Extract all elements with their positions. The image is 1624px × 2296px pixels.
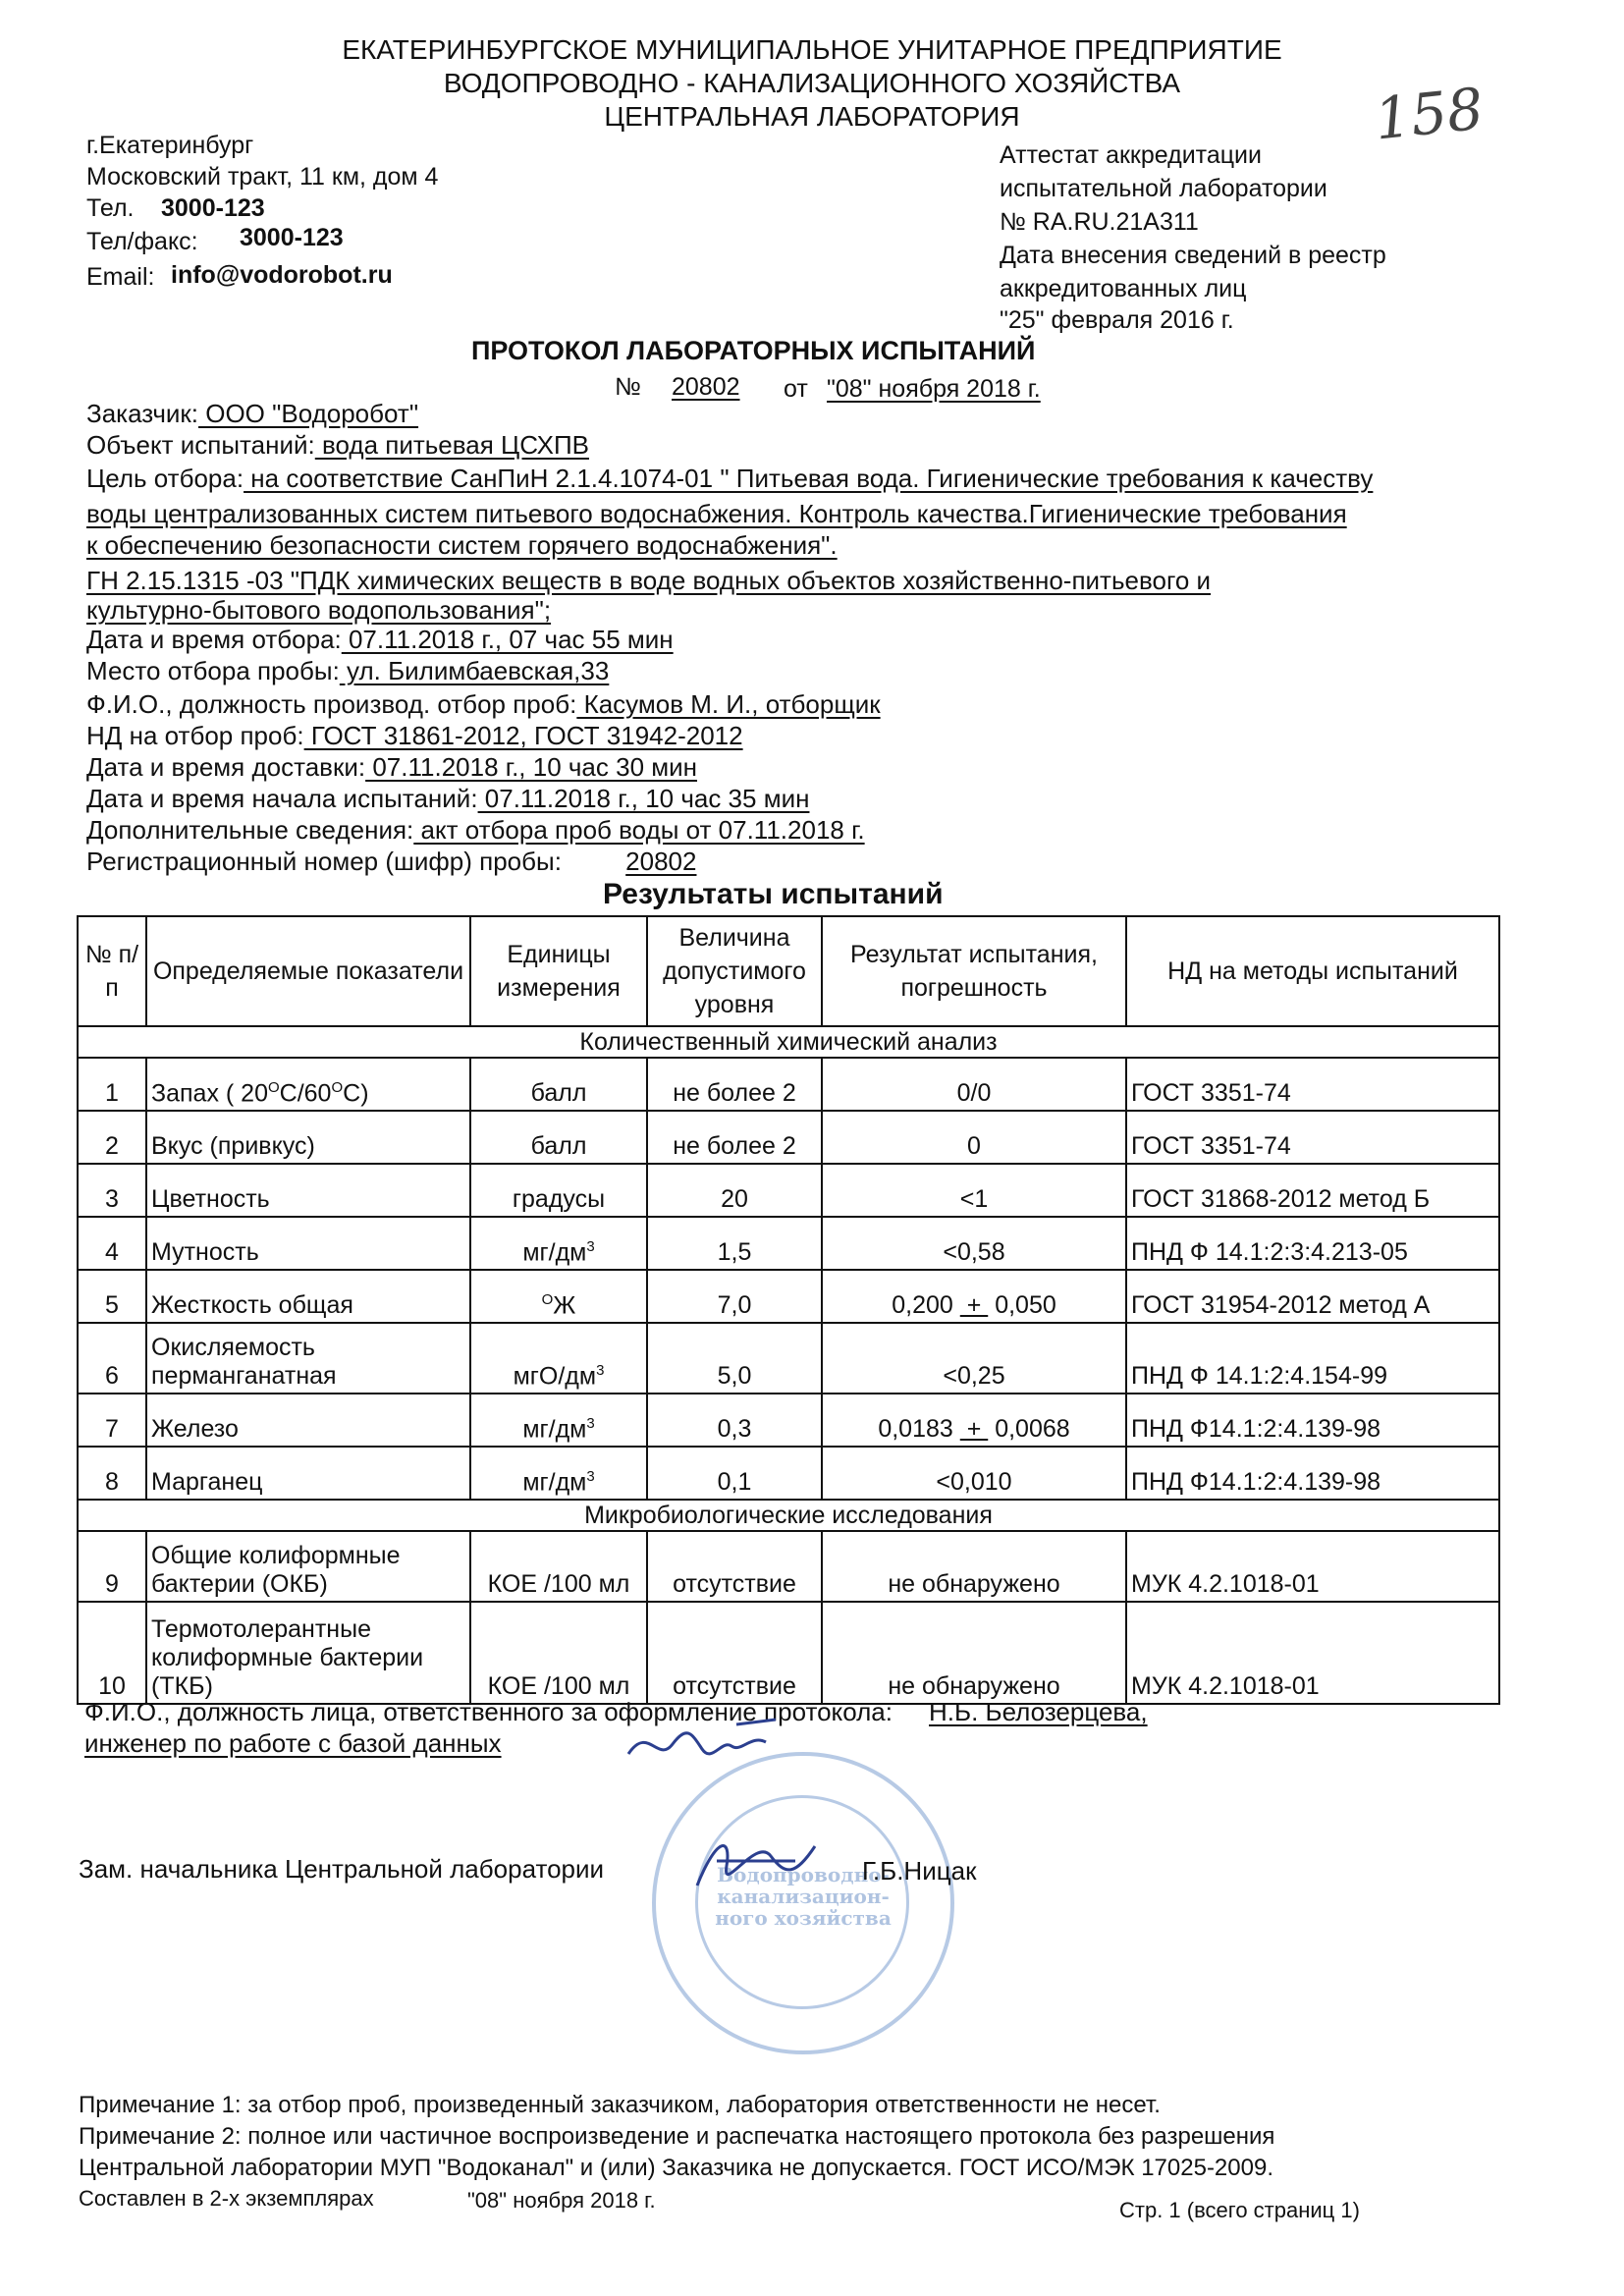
table-row (78, 1058, 1499, 1111)
row-result: <0,58 (822, 1217, 1126, 1270)
purpose-line5: культурно-бытового водопользования"; (86, 595, 552, 625)
row-result: <1 (822, 1164, 1126, 1217)
col-indicator-header: Определяемые показатели (146, 916, 470, 1026)
row-unit: градусы (470, 1164, 647, 1217)
sampling-datetime-value: 07.11.2018 г., 07 час 55 мин (341, 625, 674, 654)
section-microbiology: Микробиологические исследования (78, 1500, 1499, 1531)
sampler-label: Ф.И.О., должность производ. отбор проб: (86, 689, 577, 719)
extra-info-field (86, 815, 865, 846)
purpose-line3: к обеспечению безопасности систем горячего водоснабжения". (86, 530, 838, 560)
row-method: ПНД Ф 14.1:2:4.154-99 (1126, 1323, 1499, 1394)
row-result: 0,0183 + 0,0068 (822, 1394, 1126, 1447)
accreditation-date: "25" февраля 2016 г. (1000, 306, 1234, 334)
responsible-name: Н.Б. Белозерцева, (929, 1697, 1148, 1726)
row-method: ПНД Ф 14.1:2:3:4.213-05 (1126, 1217, 1499, 1270)
row-limit: 0,3 (647, 1394, 822, 1447)
org-name-line1: ЕКАТЕРИНБУРГСКОЕ МУНИЦИПАЛЬНОЕ УНИТАРНОЕ ПРЕДПРИЯТИЕ (342, 34, 1282, 65)
row-unit: балл (470, 1111, 647, 1164)
object-field (86, 430, 589, 461)
row-unit: КОЕ /100 мл (470, 1602, 647, 1704)
row-method: ПНД Ф14.1:2:4.139-98 (1126, 1447, 1499, 1500)
row-number: 3 (78, 1164, 146, 1217)
row-indicator: Термотолерантные колиформные бактерии (ТКБ) (146, 1602, 470, 1704)
purpose-label: Цель отбора: (86, 464, 244, 493)
table-row (78, 1111, 1499, 1164)
row-method: ГОСТ 31868-2012 метод Б (1126, 1164, 1499, 1217)
accreditation-line5: аккредитованных лиц (1000, 275, 1247, 302)
sampling-place-field (86, 656, 609, 686)
row-indicator: Марганец (146, 1447, 470, 1500)
test-start-field (86, 784, 809, 814)
organization-stamp (652, 1752, 954, 2054)
table-row (78, 1164, 1499, 1217)
deputy-signature (677, 1827, 825, 1895)
row-result: <0,25 (822, 1323, 1126, 1394)
row-limit: 5,0 (647, 1323, 822, 1394)
protocol-number: 20802 (672, 373, 740, 401)
accreditation-line4: Дата внесения сведений в реестр (1000, 242, 1386, 269)
protocol-date-label: от (784, 375, 808, 403)
email-value: info@vodorobot.ru (171, 261, 393, 289)
stamp-text: Водопроводно-канализацион-ного хозяйства (715, 1863, 892, 1930)
results-title: Результаты испытаний (603, 878, 944, 910)
row-unit: мгО/$дм^3$ (470, 1323, 647, 1394)
delivery-label: Дата и время доставки: (86, 752, 366, 782)
col-unit-header: Единицы измерения (470, 916, 647, 1026)
row-method: ГОСТ 31954-2012 метод А (1126, 1270, 1499, 1323)
tel-value: 3000-123 (161, 194, 265, 222)
email-label: Email: (86, 263, 155, 291)
object-label: Объект испытаний: (86, 430, 315, 460)
row-indicator: Общие колиформные бактерии (ОКБ) (146, 1531, 470, 1602)
note-2-line2: Центральной лаборатории МУП "Водоканал" и (или) Заказчика не допускается. ГОСТ ИСО/МЭК 17025-2009. (79, 2155, 1273, 2181)
row-number: 9 (78, 1531, 146, 1602)
delivery-field (86, 752, 697, 783)
row-limit: отсутствие (647, 1602, 822, 1704)
col-number-header: № п/п (78, 916, 146, 1026)
row-limit: 0,1 (647, 1447, 822, 1500)
accreditation-number: № RA.RU.21А311 (1000, 208, 1199, 236)
accreditation-line1: Аттестат аккредитации (1000, 141, 1262, 169)
row-unit: $^О$Ж (470, 1270, 647, 1323)
row-number: 5 (78, 1270, 146, 1323)
sampling-place-value: ул. Билимбаевская,33 (339, 656, 610, 685)
purpose-line1: на соответствие СанПиН 2.1.4.1074-01 " Питьевая вода. Гигиенические требования к качеству (244, 464, 1374, 493)
row-limit: 1,5 (647, 1217, 822, 1270)
fax-label: Тел/факс: (86, 228, 198, 255)
row-number: 4 (78, 1217, 146, 1270)
row-indicator: Мутность (146, 1217, 470, 1270)
row-result: 0 (822, 1111, 1126, 1164)
col-limit-header: Величина допустимого уровня (647, 916, 822, 1026)
protocol-date: "08" ноября 2018 г. (827, 375, 1041, 403)
registration-label: Регистрационный номер (шифр) пробы: (86, 847, 562, 876)
row-limit: 20 (647, 1164, 822, 1217)
results-table (77, 915, 1500, 1705)
row-method: ГОСТ 3351-74 (1126, 1111, 1499, 1164)
col-method-header: НД на методы испытаний (1126, 916, 1499, 1026)
row-unit: КОЕ /100 мл (470, 1531, 647, 1602)
row-unit: $мг/дм^3$ (470, 1394, 647, 1447)
org-name-line3: ЦЕНТРАЛЬНАЯ ЛАБОРАТОРИЯ (604, 101, 1020, 132)
sampling-nd-label: НД на отбор проб: (86, 721, 304, 750)
test-start-value: 07.11.2018 г., 10 час 35 мин (477, 784, 810, 813)
row-number: 10 (78, 1602, 146, 1704)
extra-info-label: Дополнительные сведения: (86, 815, 414, 845)
row-number: 8 (78, 1447, 146, 1500)
row-method: МУК 4.2.1018-01 (1126, 1531, 1499, 1602)
fax-value: 3000-123 (240, 224, 344, 251)
table-header-row (78, 916, 1499, 1026)
deputy-name: Г.Б.Ницак (862, 1856, 977, 1886)
sampler-field (86, 689, 881, 720)
row-indicator: Железо (146, 1394, 470, 1447)
tel-label: Тел. (86, 194, 135, 222)
table-row (78, 1531, 1499, 1602)
table-row (78, 1323, 1499, 1394)
copies-note: Составлен в 2-х экземплярах (79, 2186, 374, 2211)
table-row (78, 1602, 1499, 1704)
row-number: 2 (78, 1111, 146, 1164)
sampling-datetime-label: Дата и время отбора: (86, 625, 342, 654)
purpose-line2: воды централизованных систем питьевого водоснабжения. Контроль качества.Гигиенические требования (86, 499, 1347, 528)
row-unit: балл (470, 1058, 647, 1111)
section-row (78, 1026, 1499, 1058)
row-method: МУК 4.2.1018-01 (1126, 1602, 1499, 1704)
sampler-value: Касумов М. И., отборщик (576, 689, 881, 719)
row-indicator: Цветность (146, 1164, 470, 1217)
row-indicator: Окисляемость перманганатная (146, 1323, 470, 1394)
purpose-field (86, 464, 1373, 494)
row-result: не обнаружено (822, 1602, 1126, 1704)
row-unit: $мг/дм^3$ (470, 1217, 647, 1270)
row-number: 6 (78, 1323, 146, 1394)
row-unit: $мг/дм^3$ (470, 1447, 647, 1500)
row-indicator: Вкус (привкус) (146, 1111, 470, 1164)
registration-value: 20802 (625, 847, 697, 876)
table-row (78, 1270, 1499, 1323)
customer-label: Заказчик: (86, 399, 199, 428)
note-2-line1: Примечание 2: полное или частичное воспроизведение и распечатка настоящего протокола без разрешения (79, 2123, 1275, 2150)
page-info: Стр. 1 (всего страниц 1) (1119, 2198, 1360, 2222)
sampling-datetime-field (86, 625, 674, 655)
row-limit: отсутствие (647, 1531, 822, 1602)
note-1: Примечание 1: за отбор проб, произведенный заказчиком, лаборатория ответственности не несет. (79, 2092, 1161, 2118)
footer-date: "08" ноября 2018 г. (467, 2188, 656, 2213)
row-limit: не более 2 (647, 1111, 822, 1164)
org-name-line2: ВОДОПРОВОДНО - КАНАЛИЗАЦИОННОГО ХОЗЯЙСТВА (443, 68, 1181, 98)
row-limit: не более 2 (647, 1058, 822, 1111)
row-indicator: Запах ( $20^ОС/60^ОС$) (146, 1058, 470, 1111)
row-result: не обнаружено (822, 1531, 1126, 1602)
sampling-nd-value: ГОСТ 31861-2012, ГОСТ 31942-2012 (303, 721, 743, 750)
registration-field (86, 847, 696, 877)
protocol-number-label: № (615, 373, 641, 401)
row-result: 0,200 + 0,050 (822, 1270, 1126, 1323)
row-method: ПНД Ф14.1:2:4.139-98 (1126, 1394, 1499, 1447)
responsible-position: инженер по работе с базой данных (84, 1728, 502, 1758)
table-row (78, 1217, 1499, 1270)
table-row (78, 1447, 1499, 1500)
delivery-value: 07.11.2018 г., 10 час 30 мин (365, 752, 698, 782)
row-result: 0/0 (822, 1058, 1126, 1111)
section-chemical: Количественный химический анализ (78, 1026, 1499, 1058)
address-street: Московский тракт, 11 км, дом 4 (86, 163, 439, 191)
row-limit: 7,0 (647, 1270, 822, 1323)
test-start-label: Дата и время начала испытаний: (86, 784, 478, 813)
extra-info-value: акт отбора проб воды от 07.11.2018 г. (413, 815, 865, 845)
customer-value: ООО "Водоробот" (198, 399, 419, 428)
purpose-line4: ГН 2.15.1315 -03 "ПДК химических веществ в воде водных объектов хозяйственно-питьевого и (86, 566, 1212, 595)
address-city: г.Екатеринбург (86, 132, 254, 159)
row-number: 1 (78, 1058, 146, 1111)
row-result: <0,010 (822, 1447, 1126, 1500)
section-row (78, 1500, 1499, 1531)
row-number: 7 (78, 1394, 146, 1447)
handwritten-page-number: 158 (1371, 75, 1487, 153)
responsible-label: Ф.И.О., должность лица, ответственного за оформление протокола: (84, 1697, 893, 1726)
table-row (78, 1394, 1499, 1447)
row-method: ГОСТ 3351-74 (1126, 1058, 1499, 1111)
sampling-place-label: Место отбора пробы: (86, 656, 340, 685)
sampling-nd-field (86, 721, 743, 751)
customer-field (86, 399, 418, 429)
object-value: вода питьевая ЦСХПВ (314, 430, 589, 460)
col-result-header: Результат испытания, погрешность (822, 916, 1126, 1026)
row-indicator: Жесткость общая (146, 1270, 470, 1323)
accreditation-line2: испытательной лаборатории (1000, 175, 1327, 202)
protocol-title: ПРОТОКОЛ ЛАБОРАТОРНЫХ ИСПЫТАНИЙ (471, 336, 1036, 365)
deputy-label: Зам. начальника Центральной лаборатории (79, 1854, 605, 1884)
